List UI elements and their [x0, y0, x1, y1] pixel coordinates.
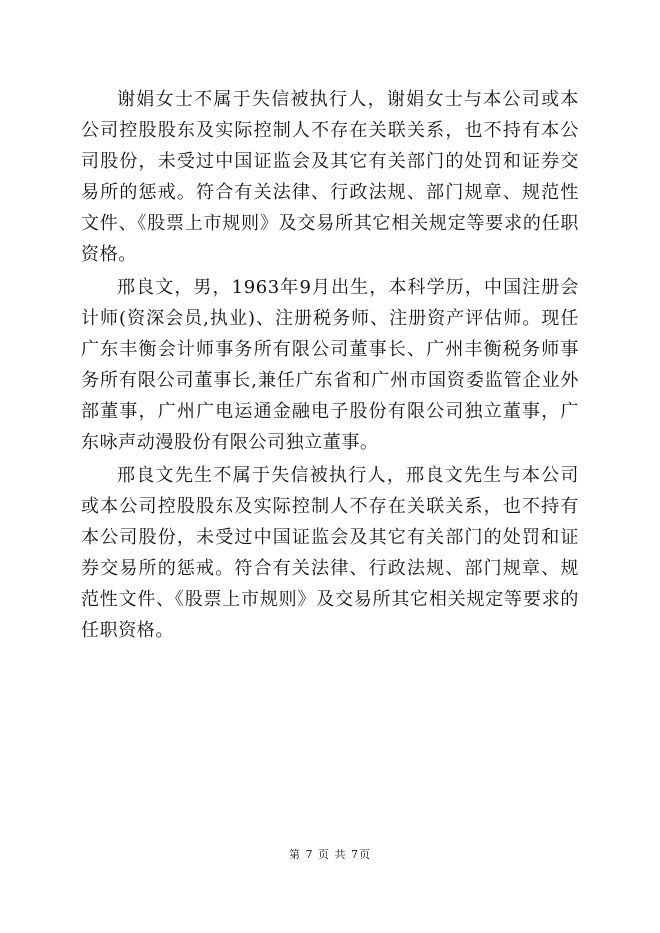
paragraph-xing-liangwen-bio: 邢良文，男，1963年9月出生，本科学历，中国注册会计师(资深会员,执业)、注册税务师、注册资产评估师。现任广东丰衡会计师事务所有限公司董事长、广州丰衡税务师事务所有限公司董事长,兼任广东省和广州市国资委监管企业外部董事，广州广电运通金融电子股份有限公司独立董事，广东咏声动漫股份有限公司独立董事。: [81, 277, 579, 453]
paragraph-xing-liangwen-qualification: 邢良文先生不属于失信被执行人，邢良文先生与本公司或本公司控股股东及实际控制人不存在关联关系，也不持有本公司股份，未受过中国证监会及其它有关部门的处罚和证券交易所的惩戒。符合有关法律、行政法规、部门规章、规范性文件、《股票上市规则》及交易所其它相关规定等要求的任职资格。: [81, 465, 579, 641]
paragraph-xie-juan-qualification: 谢娟女士不属于失信被执行人，谢娟女士与本公司或本公司控股股东及实际控制人不存在关联关系，也不持有本公司股份，未受过中国证监会及其它有关部门的处罚和证券交易所的惩戒。符合有关法律、行政法规、部门规章、规范性文件、《股票上市规则》及交易所其它相关规定等要求的任职资格。: [81, 89, 579, 265]
document-body: [81, 84, 579, 646]
page-number-footer: 第 7 页 共 7页: [289, 848, 371, 861]
